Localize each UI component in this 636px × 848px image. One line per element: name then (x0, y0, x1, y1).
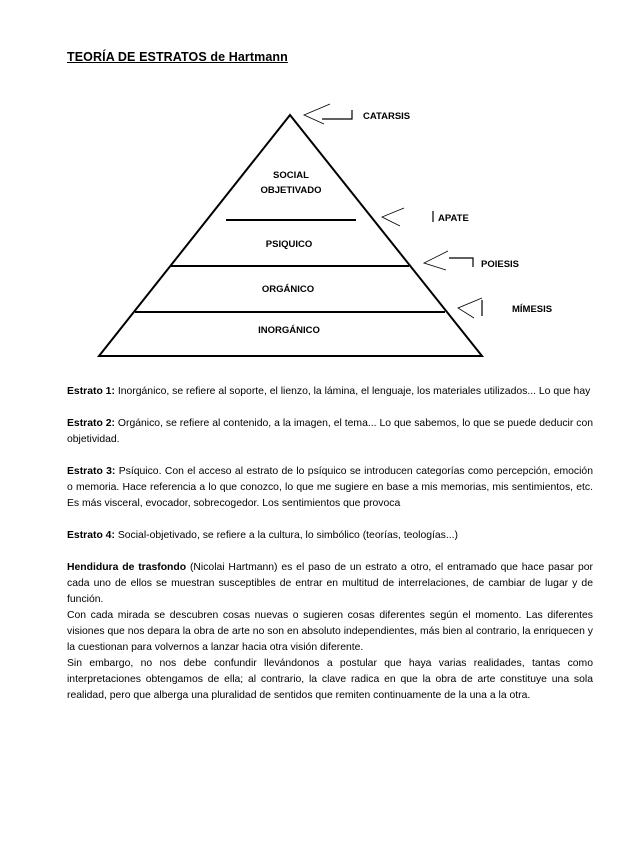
estrato-4-label: Estrato 4: (67, 530, 115, 541)
hendidura-paragraph (67, 560, 593, 608)
page-title: TEORÍA DE ESTRATOS de Hartmann (67, 50, 288, 64)
hendidura-label: Hendidura de trasfondo (67, 562, 187, 573)
estrato-3-paragraph (67, 464, 593, 512)
pointer-bracket-icon (449, 258, 473, 267)
chevron-icon (458, 298, 482, 318)
level-social-label-line1: SOCIAL (273, 170, 309, 181)
level-social-label-line2: OBJETIVADO (260, 185, 322, 196)
estrato-2-paragraph (67, 416, 593, 448)
side-label-apate: APATE (438, 213, 469, 224)
level-psiquico-label: PSIQUICO (265, 239, 313, 250)
chevron-icon (382, 208, 404, 226)
estrato-4-paragraph (67, 528, 593, 544)
document-body (67, 384, 593, 704)
estrato-1-paragraph (67, 384, 593, 400)
pyramid-outline (99, 115, 482, 356)
side-label-mimesis: MÍMESIS (512, 304, 553, 315)
estrato-2-text: Orgánico, se refiere al contenido, a la imagen, el tema... Lo que sabemos, lo que se puede deducir con objetividad. (67, 418, 593, 445)
side-label-poiesis: POIESIS (481, 259, 520, 270)
chevron-icon (304, 104, 330, 124)
hendidura-text: (Nicolai Hartmann) es el paso de un estrato a otro, el entramado que hace pasar por cada uno de ellos se muestran susceptibles de entrar en multitud de interrelaciones, de cambiar de lugar y de función. (67, 562, 593, 605)
estrato-1-label: Estrato 1: (67, 386, 115, 397)
strata-pyramid-diagram (0, 95, 636, 365)
estrato-3-text: Psíquico. Con el acceso al estrato de lo psíquico se introducen categorías como percepción, emoción o memoria. Hace referencia a lo que conozco, lo que me sugiere en base a mis memorias, mis sentimientos, etc. Es más visceral, evocador, sobrecogedor. Los sentimientos que provoca (67, 466, 593, 509)
estrato-1-text: Inorgánico, se refiere al soporte, el lienzo, la lámina, el lenguaje, los materiales utilizados... Lo que hay (114, 386, 591, 397)
level-organico-label: ORGÁNICO (261, 284, 315, 295)
side-label-catarsis: CATARSIS (363, 111, 411, 122)
estrato-2-label: Estrato 2: (67, 418, 115, 429)
hendidura-paragraph-3: Sin embargo, no nos debe confundir llevándonos a postular que haya varias realidades, tantas como interpretaciones obtengamos de ella; al contrario, la clave radica en que la obra de arte constituye una sola realidad, pero que alberga una pluralidad de sentidos que remiten continuamente de la una a la otra. (67, 658, 593, 701)
hendidura-paragraph-2: Con cada mirada se descubren cosas nuevas o sugieren cosas diferentes según el momento. Las diferentes visiones que nos depara la obra de arte no son en absoluto independientes, más bien al contrario, la enriquecen y la cuestionan para volvernos a lanzar hacia otra visión diferente. (67, 610, 593, 653)
chevron-icon (424, 251, 448, 270)
pointer-bracket-icon (322, 110, 352, 119)
level-inorganico-label: INORGÁNICO (258, 325, 320, 336)
hendidura-section (67, 560, 593, 704)
estrato-3-label: Estrato 3: (67, 466, 116, 477)
estrato-4-text: Social-objetivado, se refiere a la cultura, lo simbólico (teorías, teologías...) (114, 530, 458, 541)
